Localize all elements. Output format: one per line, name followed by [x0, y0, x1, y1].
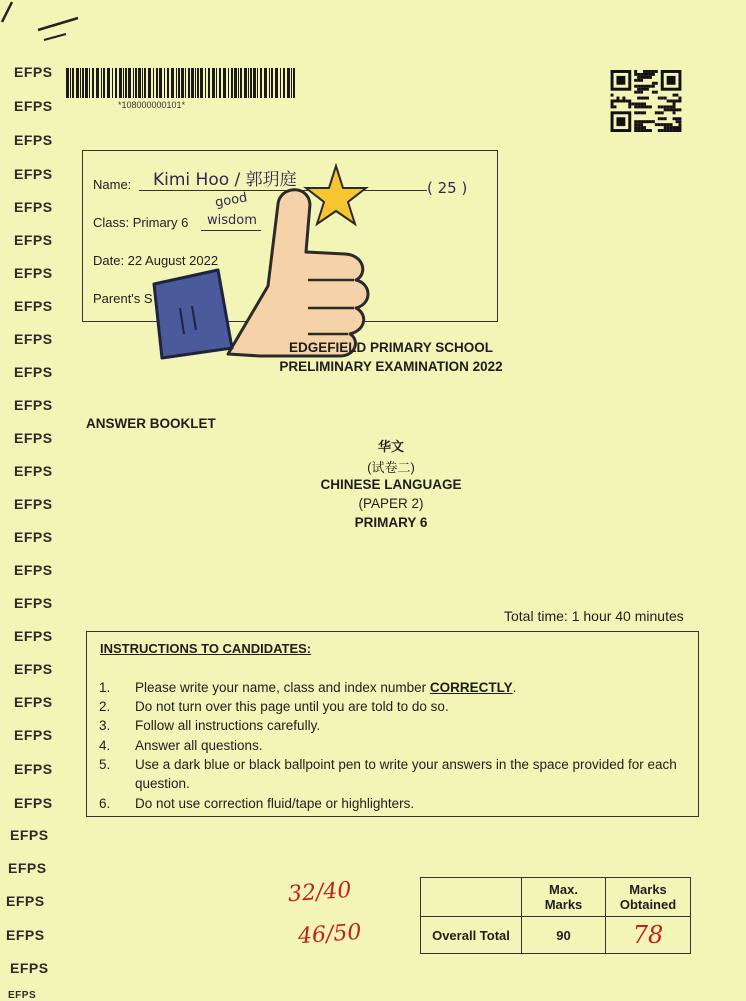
- qr-module: [664, 105, 667, 108]
- qr-module: [634, 126, 637, 129]
- barcode-bar: [216, 68, 217, 98]
- qr-module: [611, 105, 614, 108]
- barcode-bar: [171, 68, 174, 98]
- paper-english: (PAPER 2): [358, 496, 424, 511]
- qr-module: [614, 105, 617, 108]
- qr-module: [643, 120, 646, 123]
- qr-module: [673, 105, 676, 108]
- qr-module: [658, 123, 661, 126]
- qr-module: [655, 82, 658, 85]
- qr-module: [670, 108, 673, 111]
- barcode-bar: [119, 68, 122, 98]
- qr-module: [616, 97, 619, 100]
- barcode-bar: [250, 68, 252, 98]
- qr-module: [625, 100, 628, 103]
- barcode-bar: [248, 68, 249, 98]
- class-handwritten: wisdom: [207, 213, 257, 228]
- qr-module: [637, 120, 640, 123]
- qr-module: [643, 88, 646, 91]
- qr-module: [652, 70, 655, 73]
- qr-module: [678, 126, 681, 129]
- barcode-bar: [85, 68, 88, 98]
- barcode-bar: [125, 68, 127, 98]
- barcode-bar: [293, 68, 295, 98]
- qr-module: [670, 100, 673, 103]
- barcode-bar: [185, 68, 186, 98]
- qr-module: [611, 102, 614, 105]
- qr-module: [670, 129, 673, 132]
- qr-module: [640, 73, 643, 76]
- barcode-bar: [80, 68, 81, 98]
- margin-stamp: EFPS: [14, 529, 53, 545]
- qr-module: [619, 100, 622, 103]
- barcode-bar: [223, 68, 226, 98]
- margin-stamp: EFPS: [14, 795, 53, 811]
- qr-module: [664, 97, 667, 100]
- qr-module: [640, 97, 643, 100]
- star-icon: [306, 166, 366, 224]
- barcode-bar: [96, 68, 99, 98]
- qr-module: [667, 126, 670, 129]
- qr-module: [649, 105, 652, 108]
- qr-module: [643, 105, 646, 108]
- qr-module: [640, 79, 643, 82]
- barcode-bar: [253, 68, 256, 98]
- barcode-bar: [257, 68, 258, 98]
- qr-module: [655, 91, 658, 94]
- barcode-bar: [142, 68, 143, 98]
- qr-module: [637, 97, 640, 100]
- margin-stamp: EFPS: [14, 64, 53, 80]
- qr-module: [637, 85, 640, 88]
- margin-stamp: EFPS: [14, 199, 53, 215]
- qr-module: [667, 100, 670, 103]
- qr-module: [676, 117, 679, 120]
- qr-module: [622, 97, 625, 100]
- barcode-bar: [275, 68, 278, 98]
- qr-module: [628, 100, 631, 103]
- qr-module: [628, 105, 631, 108]
- qr-module: [616, 100, 619, 103]
- barcode-bar: [89, 68, 90, 98]
- qr-module: [649, 73, 652, 76]
- qr-module: [643, 102, 646, 105]
- section-score-handwritten: 46/50: [297, 919, 363, 950]
- school-name: EDGEFIELD PRIMARY SCHOOL: [288, 340, 494, 355]
- qr-module: [673, 111, 676, 114]
- qr-module: [678, 97, 681, 100]
- qr-module: [673, 108, 676, 111]
- margin-stamp: EFPS: [14, 562, 53, 578]
- qr-module: [634, 102, 637, 105]
- level: PRIMARY 6: [354, 515, 428, 530]
- qr-module: [643, 111, 646, 114]
- barcode-bar: [181, 68, 184, 98]
- emphasis-text: CORRECTLY: [429, 680, 513, 695]
- qr-module: [637, 126, 640, 129]
- qr-module: [634, 111, 637, 114]
- qr-module: [611, 94, 614, 97]
- qr-module: [670, 126, 673, 129]
- margin-stamp: EFPS: [14, 761, 53, 777]
- qr-module: [661, 111, 664, 114]
- qr-module: [676, 129, 679, 132]
- barcode-bar: [72, 68, 74, 98]
- barcode-bar: [144, 68, 146, 98]
- barcode-bar: [148, 68, 151, 98]
- qr-module: [664, 108, 667, 111]
- barcode-bar: [164, 68, 165, 98]
- barcode-bar: [115, 68, 117, 98]
- qr-module: [637, 105, 640, 108]
- qr-module: [637, 91, 640, 94]
- qr-module: [655, 111, 658, 114]
- name-label: Name:: [93, 177, 132, 192]
- qr-module: [646, 73, 649, 76]
- barcode-bar: [167, 68, 169, 98]
- subject-chinese: 华文: [377, 439, 404, 454]
- qr-module: [661, 117, 664, 120]
- qr-module: [611, 100, 614, 103]
- qr-module: [664, 117, 667, 120]
- qr-module: [646, 120, 649, 123]
- answer-booklet-label: ANSWER BOOKLET: [86, 416, 216, 431]
- qr-module: [649, 85, 652, 88]
- max-marks-value: 90: [522, 917, 606, 954]
- barcode-bar: [123, 68, 124, 98]
- marks-obtained-header: Marks Obtained: [606, 878, 691, 917]
- qr-module: [678, 123, 681, 126]
- qr-module: [661, 129, 664, 132]
- barcode-bar: [244, 68, 247, 98]
- margin-stamp: EFPS: [14, 166, 53, 182]
- qr-module: [637, 102, 640, 105]
- barcode-bar: [219, 68, 221, 98]
- qr-module: [637, 123, 640, 126]
- qr-module: [637, 76, 640, 79]
- qr-module: [670, 105, 673, 108]
- barcode-bar: [260, 68, 262, 98]
- qr-module: [661, 97, 664, 100]
- total-time: Total time: 1 hour 40 minutes: [504, 608, 684, 624]
- qr-module: [667, 76, 676, 85]
- margin-stamp: EFPS: [14, 364, 53, 380]
- qr-module: [640, 91, 643, 94]
- margin-stamp: EFPS: [14, 98, 53, 114]
- barcode-bar: [153, 68, 154, 98]
- margin-stamp: EFPS: [14, 430, 53, 446]
- instructions-box: INSTRUCTIONS TO CANDIDATES: 1. Please write your name, class and index number CORRECTLY. 2. Do not turn over this page until you are told to do so. 3. Follow all instructions carefully. 4. Answer all questions. 5. Use a dark blue or black ballpoint pen to write your answers in the space provided for each question. 6. Do not use correction fluid/tape or highlighters.: [86, 631, 699, 817]
- barcode-number: *108000000101*: [118, 100, 186, 110]
- qr-module: [640, 88, 643, 91]
- overall-total-label: Overall Total: [421, 917, 522, 954]
- margin-stamp: EFPS: [14, 298, 53, 314]
- qr-module: [637, 129, 640, 132]
- qr-module: [614, 100, 617, 103]
- qr-module: [678, 117, 681, 120]
- qr-module: [658, 105, 661, 108]
- marks-obtained-value: 78: [606, 917, 691, 954]
- barcode-bar: [195, 68, 196, 98]
- qr-module: [652, 91, 655, 94]
- barcode-bar: [264, 68, 267, 98]
- section-score-handwritten: 32/40: [287, 877, 353, 908]
- qr-module: [640, 85, 643, 88]
- margin-stamp: EFPS: [6, 893, 45, 909]
- qr-module: [643, 97, 646, 100]
- qr-module: [676, 100, 679, 103]
- qr-module: [646, 97, 649, 100]
- qr-module: [661, 105, 664, 108]
- qr-module: [643, 76, 646, 79]
- qr-module: [622, 100, 625, 103]
- qr-module: [652, 82, 655, 85]
- qr-module: [673, 129, 676, 132]
- good-note-handwritten: good: [213, 190, 249, 211]
- qr-module: [676, 120, 679, 123]
- barcode-bar: [138, 68, 141, 98]
- qr-module: [634, 129, 637, 132]
- qr-module: [634, 73, 637, 76]
- qr-module: [646, 76, 649, 79]
- qr-module: [646, 70, 649, 73]
- qr-module: [652, 73, 655, 76]
- qr-module: [649, 120, 652, 123]
- barcode-bar: [205, 68, 206, 98]
- qr-module: [658, 117, 661, 120]
- qr-module: [673, 100, 676, 103]
- marks-table: [420, 877, 691, 954]
- instructions-title: INSTRUCTIONS TO CANDIDATES:: [100, 641, 312, 656]
- qr-module: [631, 102, 634, 105]
- qr-module: [678, 120, 681, 123]
- qr-module: [670, 123, 673, 126]
- qr-module: [643, 85, 646, 88]
- qr-module: [661, 123, 664, 126]
- qr-module: [678, 129, 681, 132]
- barcode-bar: [133, 68, 134, 98]
- qr-module: [646, 105, 649, 108]
- qr-module: [634, 105, 637, 108]
- barcode-bar: [287, 68, 290, 98]
- barcode-bar: [66, 68, 69, 98]
- qr-module: [658, 111, 661, 114]
- barcode-bar: [92, 68, 94, 98]
- qr-module: [646, 88, 649, 91]
- qr-module: [658, 97, 661, 100]
- qr-module: [664, 126, 667, 129]
- barcode-bar: [176, 68, 177, 98]
- margin-stamp: EFPS: [8, 990, 37, 1001]
- barcode-bar: [240, 68, 242, 98]
- qr-module: [634, 85, 637, 88]
- qr-module: [637, 111, 640, 114]
- barcode-bar: [269, 68, 270, 98]
- barcode-bar: [70, 68, 71, 98]
- qr-module: [649, 70, 652, 73]
- barcode-bar: [283, 68, 285, 98]
- qr-module: [676, 94, 679, 97]
- barcode: [66, 68, 296, 98]
- qr-module: [616, 76, 625, 85]
- qr-module: [637, 73, 640, 76]
- qr-module: [640, 123, 643, 126]
- qr-module: [676, 126, 679, 129]
- margin-stamp: EFPS: [14, 595, 53, 611]
- qr-module: [646, 129, 649, 132]
- thumbs-up-sticker: [140, 158, 380, 360]
- qr-module: [655, 70, 658, 73]
- qr-module: [637, 79, 640, 82]
- barcode-bar: [82, 68, 84, 98]
- barcode-bar: [191, 68, 194, 98]
- qr-module: [628, 102, 631, 105]
- qr-module: [634, 123, 637, 126]
- barcode-bar: [159, 68, 162, 98]
- qr-module: [646, 85, 649, 88]
- class-label: Class: Primary 6: [93, 215, 189, 230]
- qr-module: [643, 70, 646, 73]
- qr-module: [667, 123, 670, 126]
- qr-module: [640, 111, 643, 114]
- barcode-bar: [291, 68, 292, 98]
- qr-module: [649, 129, 652, 132]
- qr-module: [678, 100, 681, 103]
- qr-module: [667, 105, 670, 108]
- qr-module: [655, 123, 658, 126]
- qr-module: [640, 102, 643, 105]
- margin-stamp: EFPS: [14, 694, 53, 710]
- exam-title: PRELIMINARY EXAMINATION 2022: [279, 359, 503, 374]
- barcode-bar: [280, 68, 281, 98]
- margin-stamp: EFPS: [10, 960, 49, 976]
- qr-module: [667, 108, 670, 111]
- qr-module: [634, 120, 637, 123]
- qr-module: [673, 117, 676, 120]
- barcode-bar: [188, 68, 190, 98]
- qr-module: [640, 76, 643, 79]
- qr-module: [640, 129, 643, 132]
- qr-module: [649, 76, 652, 79]
- qr-module: [640, 105, 643, 108]
- qr-module: [643, 129, 646, 132]
- barcode-bar: [234, 68, 237, 98]
- barcode-bar: [208, 68, 210, 98]
- qr-module: [634, 70, 637, 73]
- name-handwritten: Kimi Hoo / 郭玥庭: [153, 170, 297, 190]
- barcode-bar: [197, 68, 199, 98]
- margin-stamp: EFPS: [14, 331, 53, 347]
- margin-stamp: EFPS: [14, 628, 53, 644]
- margin-stamp: EFPS: [6, 927, 45, 943]
- barcode-bar: [156, 68, 158, 98]
- qr-module: [634, 91, 637, 94]
- barcode-bar: [228, 68, 229, 98]
- index-number: ( 25 ): [427, 179, 468, 197]
- barcode-bar: [103, 68, 105, 98]
- paper-chinese: (试卷二): [367, 460, 415, 475]
- margin-stamp: EFPS: [14, 496, 53, 512]
- qr-module: [616, 117, 625, 126]
- qr-module: [673, 126, 676, 129]
- margin-stamp: EFPS: [8, 860, 47, 876]
- margin-stamp: EFPS: [10, 827, 49, 843]
- parent-signature-label: Parent's S: [93, 291, 153, 306]
- qr-module: [664, 129, 667, 132]
- max-marks-header: Max. Marks: [522, 878, 606, 917]
- qr-module: [637, 88, 640, 91]
- barcode-bar: [238, 68, 239, 98]
- barcode-bar: [112, 68, 113, 98]
- barcode-bar: [200, 68, 203, 98]
- qr-module: [652, 120, 655, 123]
- barcode-bar: [231, 68, 233, 98]
- margin-stamp: EFPS: [14, 661, 53, 677]
- subject-english: CHINESE LANGUAGE: [320, 477, 462, 492]
- qr-module: [673, 94, 676, 97]
- qr-module: [667, 129, 670, 132]
- qr-module: [673, 102, 676, 105]
- qr-module: [652, 85, 655, 88]
- margin-stamp: EFPS: [14, 265, 53, 281]
- margin-stamp: EFPS: [14, 232, 53, 248]
- margin-stamp: EFPS: [14, 727, 53, 743]
- date-label: Date: 22 August 2022: [93, 253, 219, 268]
- qr-module: [664, 123, 667, 126]
- barcode-bar: [128, 68, 131, 98]
- qr-module: [643, 126, 646, 129]
- qr-module: [678, 108, 681, 111]
- qr-module: [640, 126, 643, 129]
- barcode-bar: [135, 68, 137, 98]
- margin-stamp: EFPS: [14, 463, 53, 479]
- qr-module: [643, 73, 646, 76]
- qr-module: [658, 129, 661, 132]
- barcode-bar: [107, 68, 110, 98]
- margin-stamp: EFPS: [14, 397, 53, 413]
- barcode-bar: [76, 68, 79, 98]
- qr-module: [634, 79, 637, 82]
- barcode-bar: [101, 68, 102, 98]
- qr-code: [610, 70, 682, 132]
- corner-pencil-marks: [0, 0, 90, 50]
- barcode-bar: [271, 68, 273, 98]
- qr-module: [676, 108, 679, 111]
- barcode-bar: [178, 68, 180, 98]
- barcode-bar: [212, 68, 215, 98]
- qr-module: [640, 120, 643, 123]
- margin-stamp: EFPS: [14, 132, 53, 148]
